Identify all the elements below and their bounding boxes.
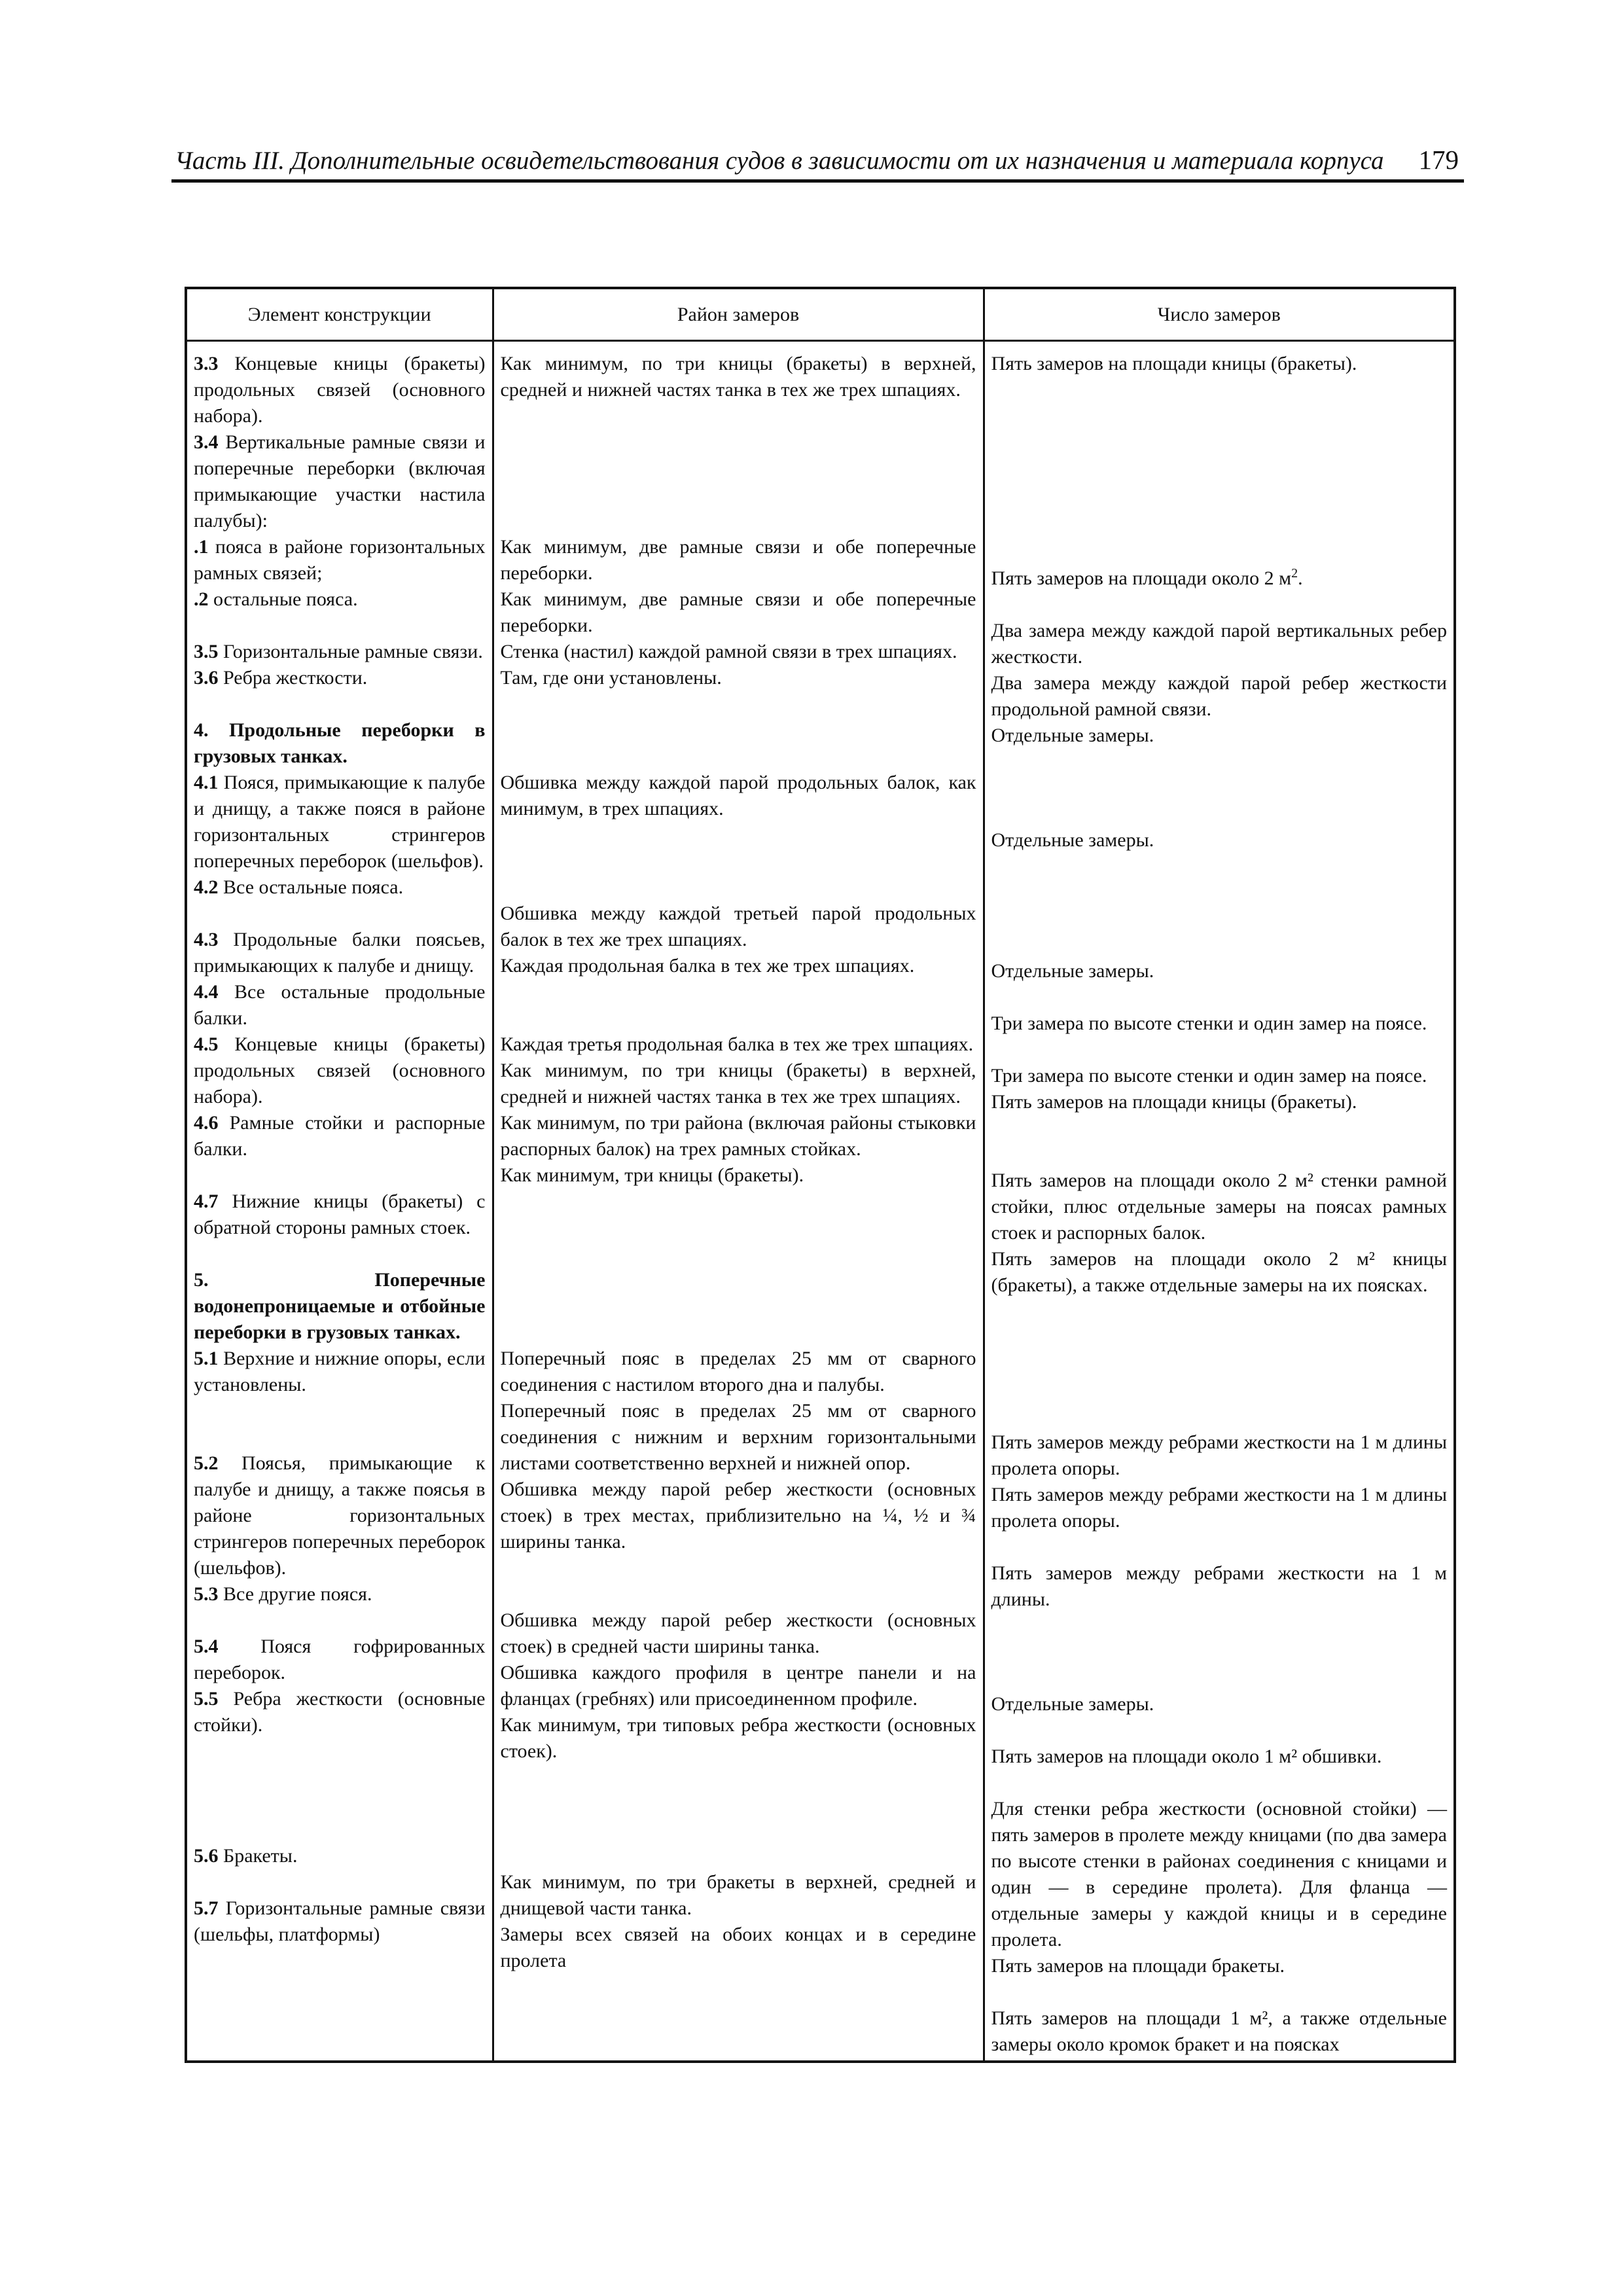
count-5-1a: Пять замеров между ребрами жесткости на 1 м длины пролета опоры. [991,1431,1447,1479]
count-3-4-2: Два замера между каждой парой вертикальных ребер жесткости. [991,620,1447,668]
count-5-5: Для стенки ребра жесткости (основной стойки) — пять замеров в пролете между кницами (по два замера по высоте стенки в районах соединения с кницами и один — в середине пролета). Для фланца — отдельные замеры у каждой кницы и в середине пролета. [991,1798,1447,1950]
area-3-4-2: Как минимум, две рамные связи и обе поперечные переборки. [500,588,976,636]
area-5-1a: Поперечный пояс в пределах 25 мм от сварного соединения с настилом второго дна и палубы. [500,1348,976,1395]
count-4-4: Три замера по высоте стенки и один замер на поясе. [991,1065,1427,1086]
element-4-6: 4.6 Рамные стойки и распорные балки. [194,1112,486,1160]
element-5-2: 5.2 Поясья, примыкающие к палубе и днищу, а также поясья в районе горизонтальных стрингеров поперечных переборок (шельфов). [194,1452,486,1579]
count-4-2: Отдельные замеры. [991,960,1154,982]
element-4-7: 4.7 Нижние кницы (бракеты) с обратной стороны рамных стоек. [194,1191,486,1238]
area-3-5: Стенка (настил) каждой рамной связи в трех шпациях. [500,641,957,662]
area-3-3: Как минимум, по три кницы (бракеты) в верхней, средней и нижней частях танка в тех же трех шпациях. [500,353,976,401]
area-5-1b: Поперечный пояс в пределах 25 мм от сварного соединения с нижним и верхним горизонтальными листами соответственно верхней и нижней опор. [500,1400,976,1474]
area-4-2: Обшивка между каждой третьей парой продольных балок в тех же трех шпациях. [500,903,976,950]
element-5-1: 5.1 Верхние и нижние опоры, если установлены. [194,1348,486,1395]
count-4-3: Три замера по высоте стенки и один замер на поясе. [991,1013,1427,1034]
area-4-1: Обшивка между каждой парой продольных балок, как минимум, в трех шпациях. [500,772,976,819]
area-5-6: Как минимум, по три бракеты в верхней, средней и днищевой части танка. [500,1871,976,1919]
element-4-1: 4.1 Пояся, примыкающие к палубе и днищу, а также пояся в районе горизонтальных стрингеров поперечных переборок (шельфов). [194,772,486,872]
area-4-3: Каждая продольная балка в тех же трех шпациях. [500,955,915,977]
count-5-7: Пять замеров на площади 1 м², а также отдельные замеры около кромок бракет и на поясках [991,2007,1447,2055]
measurement-table [185,287,1456,2063]
area-4-7: Как минимум, три кницы (бракеты). [500,1164,804,1186]
element-3-4-2: .2 остальные пояса. [194,588,358,610]
element-5-7: 5.7 Горизонтальные рамные связи (шельфы, платформы) [194,1897,486,1945]
column-header-area: Район замеров [493,288,984,341]
element-3-4: 3.4 Вертикальные рамные связи и поперечные переборки (включая примыкающие участки настила палубы): [194,431,486,531]
count-4-6: Пять замеров на площади около 2 м² стенки рамной стойки, плюс отдельные замеры на поясах рамных стоек и распорных балок. [991,1170,1447,1244]
element-4-4: 4.4 Все остальные продольные балки. [194,981,486,1029]
area-5-2: Обшивка между парой ребер жесткости (основных стоек) в трех местах, приблизительно на ¼, ½ и ¾ ширины танка. [500,1479,976,1552]
count-5-4: Пять замеров на площади около 1 м² обшивки. [991,1746,1382,1767]
element-4-3: 4.3 Продольные балки поясьев, примыкающих к палубе и днищу. [194,929,486,977]
element-5-3: 5.3 Все другие пояся. [194,1583,372,1605]
element-5-6: 5.6 Бракеты. [194,1845,298,1867]
page-number: 179 [1418,145,1459,175]
count-5-6: Пять замеров на площади бракеты. [991,1955,1285,1977]
structure-element-column [186,341,493,2062]
count-5-2: Пять замеров между ребрами жесткости на 1 м длины. [991,1562,1447,1610]
area-3-6: Там, где они установлены. [500,667,722,689]
count-4-5: Пять замеров на площади кницы (бракеты). [991,1091,1357,1113]
element-4-2: 4.2 Все остальные пояса. [194,876,404,898]
element-3-6: 3.6 Ребра жесткости. [194,667,368,689]
running-header-title: Часть III. Дополнительные освидетельствования судов в зависимости от их назначения и материала корпуса [175,147,1384,175]
table-row [186,341,1455,2062]
count-3-3: Пять замеров на площади кницы (бракеты). [991,353,1357,374]
element-3-4-1: .1 пояса в районе горизонтальных рамных связей; [194,536,486,584]
area-4-5: Как минимум, по три кницы (бракеты) в верхней, средней и нижней частях танка в тех же трех шпациях. [500,1060,976,1107]
count-3-6: Отдельные замеры. [991,725,1154,746]
element-4-5: 4.5 Концевые кницы (бракеты) продольных связей (основного набора). [194,1033,486,1107]
count-5-3: Отдельные замеры. [991,1693,1154,1715]
count-4-7: Пять замеров на площади около 2 м² кницы (бракеты), а также отдельные замеры на их поясках. [991,1248,1447,1296]
area-3-4-1: Как минимум, две рамные связи и обе поперечные переборки. [500,536,976,584]
element-3-5: 3.5 Горизонтальные рамные связи. [194,641,483,662]
running-header [171,139,1464,183]
table-header-row [186,288,1455,341]
count-5-1b: Пять замеров между ребрами жесткости на 1 м длины пролета опоры. [991,1484,1447,1532]
section-4-heading: 4. Продольные переборки в грузовых танках. [194,719,486,767]
count-3-4-1: Пять замеров на площади около 2 $м^2$. [991,566,1303,589]
count-3-5: Два замера между каждой парой ребер жесткости продольной рамной связи. [991,672,1447,720]
element-5-5: 5.5 Ребра жесткости (основные стойки). [194,1688,486,1736]
element-3-3: 3.3 Концевые кницы (бракеты) продольных связей (основного набора). [194,353,486,427]
area-4-4: Каждая третья продольная балка в тех же трех шпациях. [500,1033,974,1055]
measurement-area-column [493,341,984,2062]
column-header-element: Элемент конструкции [186,288,493,341]
area-4-6: Как минимум, по три района (включая районы стыковки распорных балок) на трех рамных стойках. [500,1112,976,1160]
area-5-4: Обшивка каждого профиля в центре панели и на фланцах (гребнях) или присоединенном профиле. [500,1662,976,1710]
section-5-heading: 5. Поперечные водонепроницаемые и отбойные переборки в грузовых танках. [194,1269,486,1343]
column-header-count: Число замеров [984,288,1455,341]
measurement-count-column [984,341,1455,2062]
count-4-1: Отдельные замеры. [991,829,1154,851]
element-5-4: 5.4 Пояся гофрированных переборок. [194,1636,486,1683]
area-5-7: Замеры всех связей на обоих концах и в середине пролета [500,1924,976,1971]
area-5-5: Как минимум, три типовых ребра жесткости (основных стоек). [500,1714,976,1762]
area-5-3: Обшивка между парой ребер жесткости (основных стоек) в средней части ширины танка. [500,1609,976,1657]
